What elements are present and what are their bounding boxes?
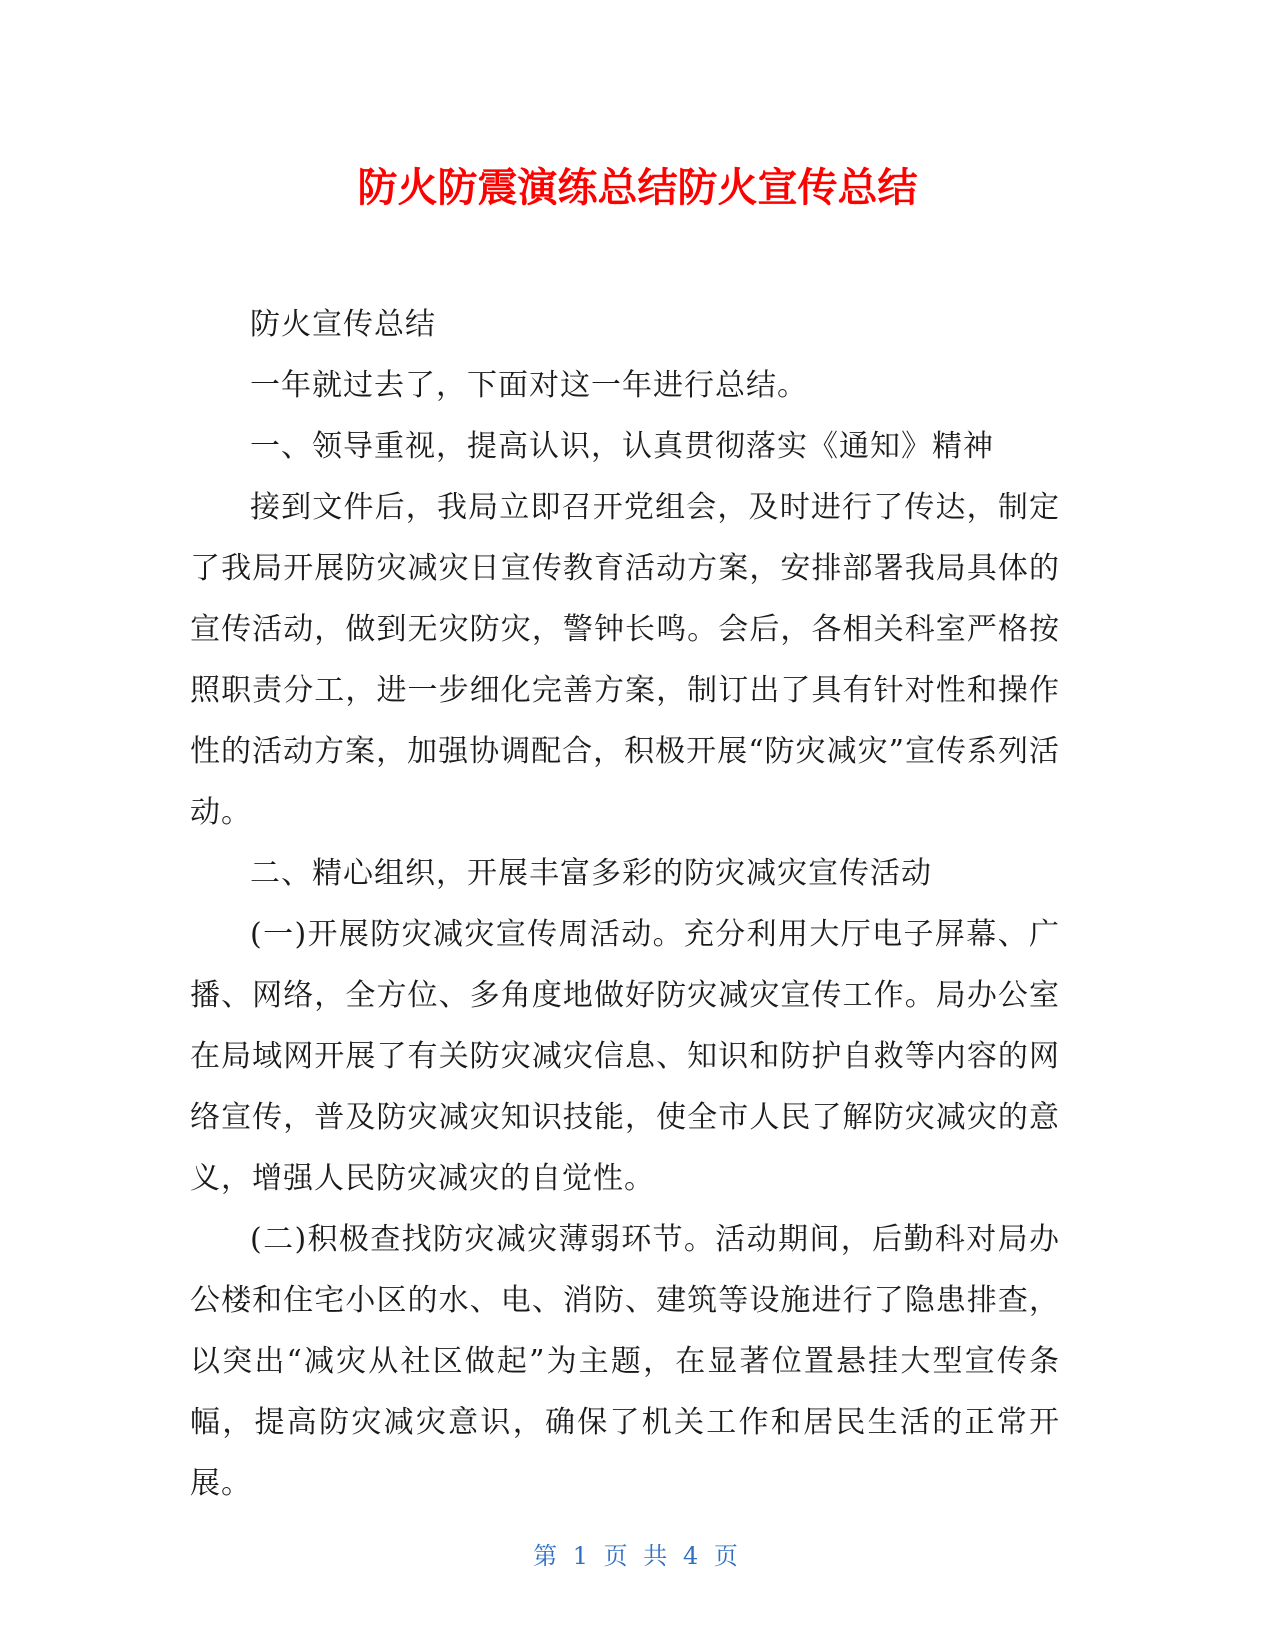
document-body	[190, 294, 1060, 1514]
paragraph: (二)积极查找防灾减灾薄弱环节。活动期间，后勤科对局办公楼和住宅小区的水、电、消防、建筑等设施进行了隐患排查，以突出“减灾从社区做起”为主题，在显著位置悬挂大型宣传条幅，提高防灾减灾意识，确保了机关工作和居民生活的正常开展。	[190, 1222, 1060, 1501]
section-heading-2: 二、精心组织，开展丰富多彩的防灾减灾宣传活动	[250, 856, 932, 891]
paragraph-heading: 防火宣传总结	[250, 307, 436, 342]
footer-label-of: 页 共	[603, 1542, 672, 1570]
footer-current-page: 1	[572, 1542, 593, 1570]
footer-label-end: 页	[713, 1542, 742, 1570]
paragraph-intro: 一年就过去了，下面对这一年进行总结。	[250, 368, 808, 403]
document-title: 防火防震演练总结防火宣传总结	[357, 165, 918, 211]
footer-total-pages: 4	[682, 1542, 703, 1570]
page-footer	[0, 1540, 1275, 1572]
section-heading-1: 一、领导重视，提高认识，认真贯彻落实《通知》精神	[250, 429, 994, 464]
footer-label-page: 第	[533, 1542, 562, 1570]
paragraph: 接到文件后，我局立即召开党组会，及时进行了传达，制定了我局开展防灾减灾日宣传教育活动方案，安排部署我局具体的宣传活动，做到无灾防灾，警钟长鸣。会后，各相关科室严格按照职责分工，进一步细化完善方案，制订出了具有针对性和操作性的活动方案，加强协调配合，积极开展“防灾减灾”宣传系列活动。	[190, 490, 1060, 830]
paragraph: (一)开展防灾减灾宣传周活动。充分利用大厅电子屏幕、广播、网络，全方位、多角度地做好防灾减灾宣传工作。局办公室在局域网开展了有关防灾减灾信息、知识和防护自救等内容的网络宣传，普及防灾减灾知识技能，使全市人民了解防灾减灾的意义，增强人民防灾减灾的自觉性。	[190, 917, 1060, 1196]
